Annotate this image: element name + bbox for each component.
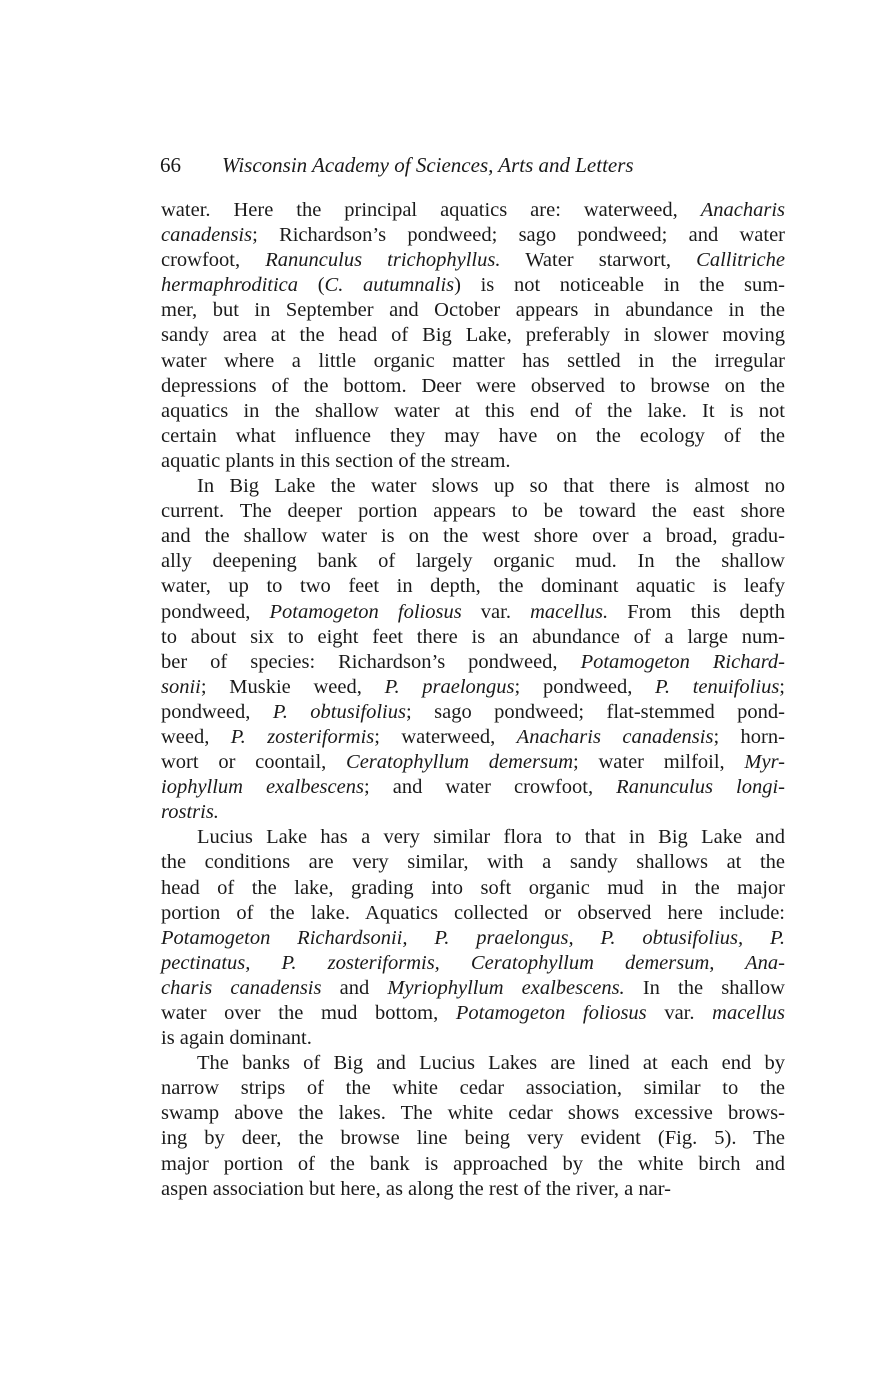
text-line: [161, 1051, 785, 1076]
text-span: crowfoot,: [161, 249, 266, 272]
italic-text: Anacharis canadensis: [516, 725, 714, 748]
italic-text: Anacharis: [700, 199, 785, 221]
text-line: [161, 1076, 785, 1101]
text-line: [161, 901, 785, 926]
italic-text: Potamogeton foliosus: [269, 600, 462, 623]
running-title: Wisconsin Academy of Sciences, Arts and Letters: [222, 153, 634, 177]
text-span: pondweed,: [161, 600, 270, 623]
italic-text: canadensis: [161, 224, 253, 247]
text-line: [161, 1001, 785, 1026]
text-span: current. The deeper portion appears to be toward the east shore: [161, 500, 785, 523]
text-span: (: [298, 274, 325, 297]
italic-text: Potamogeton Richardsonii, P. praelongus, P. obtusifolius, P.: [161, 926, 785, 949]
text-line: [161, 800, 785, 825]
paragraph: [161, 198, 785, 474]
text-line: [161, 1126, 785, 1151]
italic-text: rostris.: [161, 801, 219, 824]
text-span: and: [321, 976, 388, 999]
text-line: [161, 876, 785, 901]
text-line: [161, 1026, 785, 1051]
text-line: [161, 424, 785, 449]
text-line: [161, 825, 785, 850]
text-span: aquatic plants in this section of the stream.: [161, 449, 511, 472]
text-span: ) is not noticeable in the sum-: [454, 274, 786, 297]
text-span: sandy area at the head of Big Lake, preferably in slower moving: [161, 324, 785, 347]
paragraph: [161, 474, 785, 825]
text-line: [161, 499, 785, 524]
text-line: [161, 1152, 785, 1177]
text-line: [161, 600, 785, 625]
text-line: [161, 223, 785, 248]
text-span: ;: [779, 675, 785, 698]
italic-text: Ceratophyllum demersum: [346, 751, 574, 774]
text-line: [161, 399, 785, 424]
text-span: wort or coontail,: [161, 751, 347, 774]
italic-text: hermaphroditica: [161, 274, 299, 297]
text-line: [161, 574, 785, 599]
italic-text: Myr-: [744, 751, 785, 774]
text-span: head of the lake, grading into soft organic mud in the major: [161, 876, 785, 899]
text-line: [161, 524, 785, 549]
text-span: water where a little organic matter has settled in the irregular: [161, 349, 785, 372]
text-line: [161, 775, 785, 800]
text-line: [161, 725, 785, 750]
italic-text: P. zosteriformis: [230, 725, 375, 748]
italic-text: Potamogeton foliosus: [455, 1002, 647, 1024]
text-span: ; Richardson’s pondweed; sago pondweed; and water: [252, 224, 785, 247]
italic-text: macellus: [712, 1002, 786, 1024]
text-span: mer, but in September and October appears in abundance in the: [161, 299, 785, 322]
text-span: aspen association but here, as along the rest of the river, a nar-: [161, 1177, 671, 1200]
text-span: swamp above the lakes. The white cedar shows excessive brows-: [161, 1102, 785, 1125]
italic-text: Myriophyllum exalbescens.: [387, 976, 625, 999]
text-span: The banks of Big and Lucius Lakes are lined at each end by: [197, 1052, 785, 1075]
text-line: [161, 951, 785, 976]
text-line: [161, 850, 785, 875]
italic-text: sonii: [161, 675, 201, 698]
text-span: ing by deer, the browse line being very evident (Fig. 5). The: [161, 1127, 785, 1150]
text-line: [161, 1177, 785, 1202]
italic-text: C. autumnalis: [324, 274, 455, 297]
italic-text: charis canadensis: [161, 976, 322, 999]
text-span: is again dominant.: [161, 1027, 312, 1050]
text-span: ; sago pondweed; flat-stemmed pond-: [405, 700, 785, 723]
italic-text: Potamogeton Richard-: [580, 650, 785, 673]
text-line: [161, 449, 785, 474]
text-span: and the shallow water is on the west shore over a broad, gradu-: [161, 525, 785, 548]
text-span: ; Muskie weed,: [200, 675, 385, 698]
text-span: pondweed,: [161, 700, 273, 723]
text-span: the conditions are very similar, with a sandy shallows at the: [161, 851, 785, 874]
text-span: ; horn-: [713, 725, 785, 748]
paragraph: [161, 1051, 785, 1202]
text-span: narrow strips of the white cedar association, similar to the: [161, 1077, 785, 1100]
text-line: [161, 926, 785, 951]
text-span: portion of the lake. Aquatics collected or observed here include:: [161, 901, 785, 924]
text-span: Water starwort,: [500, 249, 697, 272]
text-line: [161, 198, 785, 223]
text-line: [161, 273, 785, 298]
italic-text: P. praelongus: [384, 675, 515, 698]
text-span: water. Here the principal aquatics are: waterweed,: [161, 199, 701, 221]
page-header: [160, 150, 780, 180]
text-span: In Big Lake the water slows up so that there is almost no: [197, 475, 785, 498]
body-text: [161, 198, 785, 1202]
text-span: ; pondweed,: [514, 675, 656, 698]
text-line: [161, 374, 785, 399]
text-line: [161, 625, 785, 650]
italic-text: P. tenuifolius: [655, 675, 780, 698]
text-span: ally deepening bank of largely organic mud. In the shallow: [161, 550, 785, 573]
italic-text: pectinatus, P. zosteriformis, Ceratophyllum demersum, Ana-: [161, 951, 785, 974]
text-line: [161, 675, 785, 700]
text-line: [161, 700, 785, 725]
text-line: [161, 248, 785, 273]
text-span: var.: [461, 600, 531, 623]
text-line: [161, 349, 785, 374]
text-line: [161, 976, 785, 1001]
text-span: to about six to eight feet there is an abundance of a large num-: [161, 625, 785, 648]
text-line: [161, 750, 785, 775]
text-span: ber of species: Richardson’s pondweed,: [161, 650, 581, 673]
text-span: Lucius Lake has a very similar flora to that in Big Lake and: [197, 826, 785, 849]
italic-text: macellus.: [530, 600, 609, 623]
text-span: In the shallow: [624, 976, 785, 999]
text-span: certain what influence they may have on the ecology of the: [161, 424, 785, 447]
text-span: water, up to two feet in depth, the dominant aquatic is leafy: [161, 575, 785, 598]
text-span: aquatics in the shallow water at this end of the lake. It is not: [161, 399, 785, 422]
italic-text: Ranunculus trichophyllus.: [265, 249, 501, 272]
page-number: 66: [160, 153, 181, 177]
text-line: [161, 298, 785, 323]
text-line: [161, 549, 785, 574]
text-span: From this depth: [608, 600, 785, 623]
paragraph: [161, 825, 785, 1051]
italic-text: P. obtusifolius: [272, 700, 406, 723]
italic-text: iophyllum exalbescens: [161, 776, 364, 799]
text-line: [161, 650, 785, 675]
text-line: [161, 474, 785, 499]
text-line: [161, 323, 785, 348]
text-span: depressions of the bottom. Deer were observed to browse on the: [161, 374, 785, 397]
text-span: var.: [646, 1002, 713, 1024]
text-span: weed,: [161, 725, 231, 748]
italic-text: Ranunculus longi-: [616, 776, 785, 799]
text-span: ; waterweed,: [374, 725, 517, 748]
text-span: water over the mud bottom,: [161, 1002, 456, 1024]
text-span: ; water milfoil,: [573, 751, 745, 774]
text-line: [161, 1101, 785, 1126]
text-span: major portion of the bank is approached by the white birch and: [161, 1152, 785, 1175]
italic-text: Callitriche: [696, 249, 785, 272]
text-span: ; and water crowfoot,: [363, 776, 617, 799]
